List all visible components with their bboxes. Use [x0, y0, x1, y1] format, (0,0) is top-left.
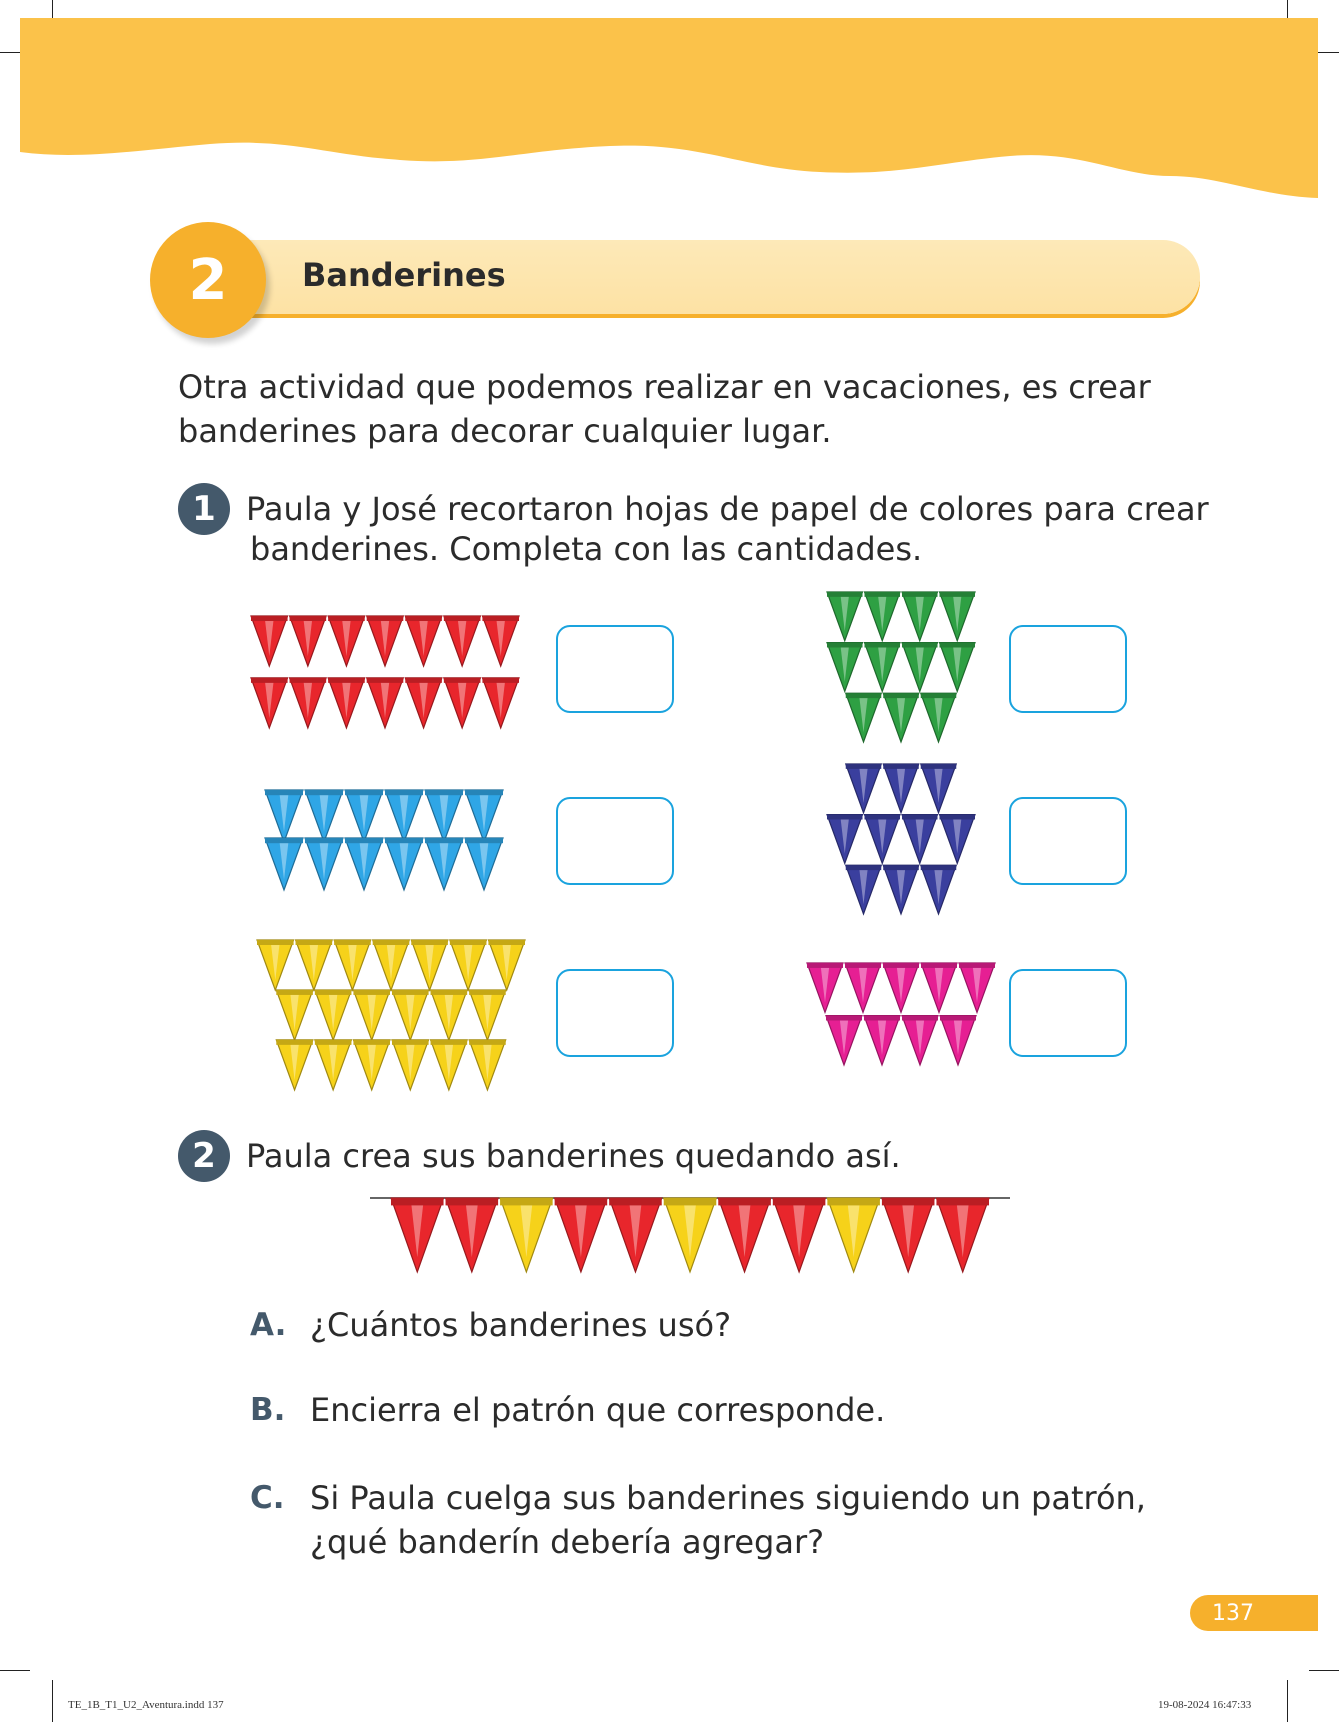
yellow-flag — [469, 1040, 506, 1090]
blue-flag — [265, 838, 303, 890]
pink-count-answer-box[interactable] — [1009, 969, 1127, 1057]
red-flag — [482, 616, 519, 666]
blue-count-answer-box[interactable] — [556, 797, 674, 885]
blue-flag — [265, 790, 303, 842]
question-1-line-2: banderines. Completa con las cantidades. — [250, 530, 923, 568]
yellow-flag — [488, 940, 525, 990]
purple-flag — [883, 764, 919, 813]
red-flag — [251, 678, 288, 728]
question-2-text: Paula crea sus banderines quedando así. — [246, 1137, 901, 1175]
red-flag — [367, 616, 404, 666]
pink-flag — [959, 963, 995, 1012]
pink-flag — [807, 963, 843, 1012]
section-number-badge: 2 — [150, 222, 266, 338]
green-flags-group — [826, 592, 976, 742]
yellow-flag — [276, 990, 313, 1040]
yellow-count-answer-box[interactable] — [556, 969, 674, 1057]
green-flag — [940, 643, 976, 692]
red-flag — [290, 616, 327, 666]
purple-flag — [902, 815, 938, 864]
purple-flag — [921, 865, 957, 914]
red-flag — [290, 678, 327, 728]
part-a-question: ¿Cuántos banderines usó? — [310, 1306, 732, 1344]
pink-flag — [826, 1016, 862, 1065]
yellow-flag — [469, 990, 506, 1040]
red-flag — [482, 678, 519, 728]
pattern-flag-yellow — [664, 1198, 717, 1272]
yellow-flag — [315, 1040, 352, 1090]
blue-flag — [345, 838, 383, 890]
blue-flag — [425, 838, 463, 890]
yellow-flag — [411, 940, 448, 990]
yellow-flag — [431, 990, 468, 1040]
question-number-badge: 1 — [178, 483, 230, 535]
pink-flags-group — [806, 963, 996, 1065]
crop-mark — [1309, 1670, 1339, 1671]
green-flag — [902, 643, 938, 692]
yellow-flag — [431, 1040, 468, 1090]
red-flag — [251, 616, 288, 666]
part-c-question-line-1: Si Paula cuelga sus banderines siguiendo un patrón, — [310, 1479, 1146, 1517]
purple-flag — [921, 764, 957, 813]
yellow-flag — [315, 990, 352, 1040]
green-flag — [827, 592, 863, 641]
part-b-question: Encierra el patrón que corresponde. — [310, 1391, 886, 1429]
crop-mark — [52, 1680, 53, 1722]
purple-flag — [846, 764, 882, 813]
green-flag — [865, 592, 901, 641]
green-count-answer-box[interactable] — [1009, 625, 1127, 713]
pink-flag — [921, 963, 957, 1012]
pink-flag — [883, 963, 919, 1012]
green-flag — [865, 643, 901, 692]
red-flag — [328, 616, 365, 666]
yellow-flag — [296, 940, 333, 990]
pattern-flag-red — [718, 1198, 771, 1272]
purple-flags-group — [826, 764, 976, 914]
pattern-flag-red — [882, 1198, 935, 1272]
pattern-flag-red — [446, 1198, 499, 1272]
pink-flag — [845, 963, 881, 1012]
pattern-flag-red — [936, 1198, 989, 1272]
blue-flags-group — [264, 790, 504, 890]
red-flag — [405, 678, 442, 728]
pink-flag — [864, 1016, 900, 1065]
question-number-badge: 2 — [178, 1130, 230, 1182]
blue-flag — [345, 790, 383, 842]
purple-flag — [883, 865, 919, 914]
part-a-letter: A. — [250, 1307, 287, 1343]
pattern-flag-red — [555, 1198, 608, 1272]
blue-flag — [465, 790, 503, 842]
yellow-flag — [276, 1040, 313, 1090]
blue-flag — [385, 790, 423, 842]
header-wave-banner — [0, 0, 1339, 230]
red-flags-group — [250, 616, 520, 728]
pattern-flag-red — [391, 1198, 444, 1272]
pattern-flag-red — [609, 1198, 662, 1272]
page-number-tab: 137 — [1190, 1595, 1318, 1631]
red-flag — [444, 616, 481, 666]
blue-flag — [305, 790, 343, 842]
pattern-flag-yellow — [500, 1198, 553, 1272]
intro-line-1: Otra actividad que podemos realizar en vacaciones, es crear — [178, 368, 1151, 406]
pink-flag — [940, 1016, 976, 1065]
red-flag — [444, 678, 481, 728]
part-b-letter: B. — [250, 1392, 286, 1428]
intro-line-2: banderines para decorar cualquier lugar. — [178, 412, 832, 450]
purple-count-answer-box[interactable] — [1009, 797, 1127, 885]
blue-flag — [465, 838, 503, 890]
part-c-letter: C. — [250, 1480, 285, 1516]
yellow-flag — [353, 1040, 390, 1090]
section-title: Banderines — [302, 256, 506, 294]
yellow-flag — [257, 940, 294, 990]
yellow-flag — [450, 940, 487, 990]
green-flag — [846, 693, 882, 742]
red-flag — [367, 678, 404, 728]
green-flag — [940, 592, 976, 641]
green-flag — [883, 693, 919, 742]
crop-mark — [0, 1670, 30, 1671]
pattern-flag-yellow — [827, 1198, 880, 1272]
yellow-flag — [392, 1040, 429, 1090]
green-flag — [921, 693, 957, 742]
yellow-flags-group — [256, 940, 526, 1090]
red-flag — [328, 678, 365, 728]
pink-flag — [902, 1016, 938, 1065]
purple-flag — [940, 815, 976, 864]
pattern-flag-red — [773, 1198, 826, 1272]
question-1-line-1: Paula y José recortaron hojas de papel de colores para crear — [246, 490, 1209, 528]
yellow-flag — [392, 990, 429, 1040]
green-flag — [902, 592, 938, 641]
file-slug: TE_1B_T1_U2_Aventura.indd 137 — [68, 1699, 224, 1711]
part-c-question-line-2: ¿qué banderín debería agregar? — [310, 1523, 825, 1561]
red-flag — [405, 616, 442, 666]
purple-flag — [865, 815, 901, 864]
yellow-flag — [334, 940, 371, 990]
blue-flag — [385, 838, 423, 890]
purple-flag — [846, 865, 882, 914]
yellow-flag — [373, 940, 410, 990]
green-flag — [827, 643, 863, 692]
red-count-answer-box[interactable] — [556, 625, 674, 713]
blue-flag — [425, 790, 463, 842]
print-timestamp: 19-08-2024 16:47:33 — [1158, 1699, 1252, 1711]
pattern-bunting-string — [370, 1195, 1010, 1275]
blue-flag — [305, 838, 343, 890]
crop-mark — [1287, 1680, 1288, 1722]
purple-flag — [827, 815, 863, 864]
yellow-flag — [353, 990, 390, 1040]
